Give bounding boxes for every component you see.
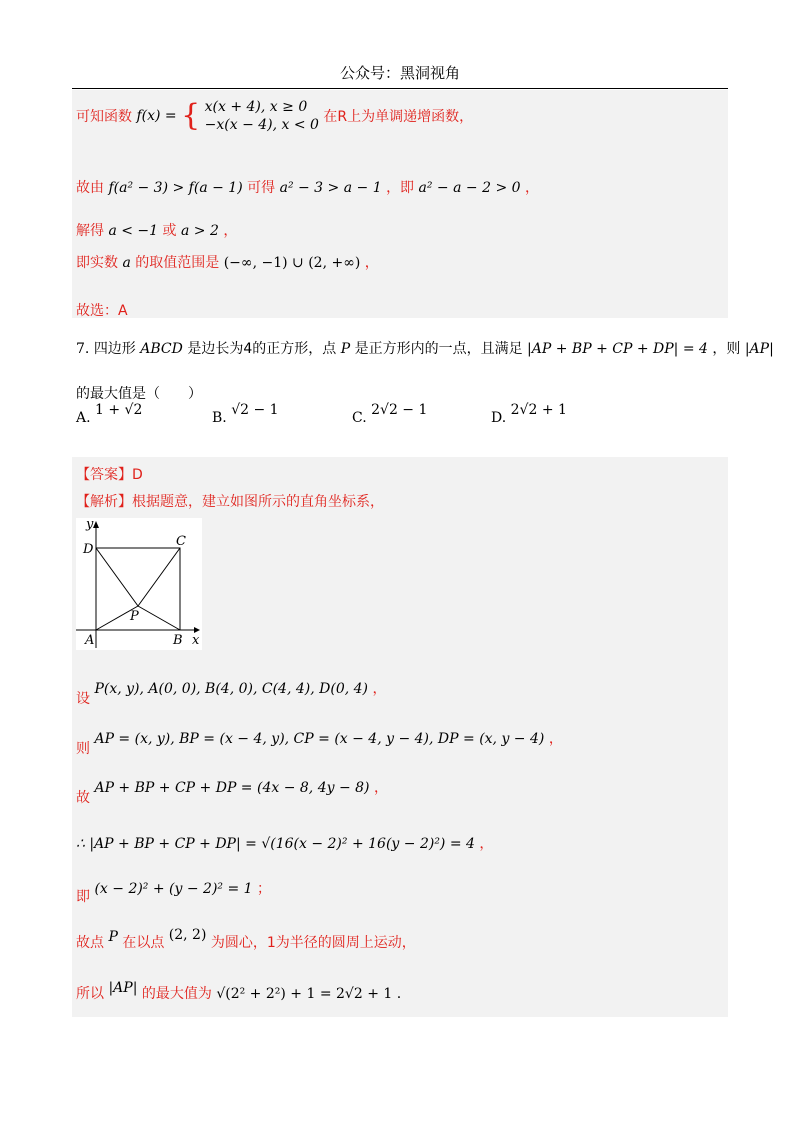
- y-axis-arrow: [93, 521, 99, 528]
- analysis-line: 【解析】根据题意，建立如图所示的直角坐标系，: [76, 494, 384, 510]
- condition-expr: |AP + BP + CP + DP| = 4: [527, 341, 708, 357]
- page-header: 公众号：黑洞视角: [339, 64, 460, 82]
- label-y: y: [86, 518, 94, 532]
- function-name: f(x) =: [136, 108, 177, 124]
- option-b[interactable]: B. √2 − 1: [212, 402, 279, 426]
- option-d[interactable]: D. 2√2 + 1: [491, 402, 567, 426]
- label-c: C: [176, 534, 186, 549]
- step-5: 即 (x − 2)² + (y − 2)² = 1 ；: [76, 881, 272, 905]
- label-p: P: [130, 609, 139, 624]
- brace-symbol: {: [181, 98, 201, 133]
- solution-line-3: 解得 a < −1 或 a > 2 ，: [76, 223, 238, 239]
- target-expr: |AP|: [744, 341, 774, 357]
- label-x: x: [192, 633, 200, 648]
- coordinate-figure: [76, 518, 202, 650]
- header-divider: [72, 88, 728, 89]
- question-number: 7.: [76, 341, 90, 357]
- solution-line-2: 故由 f(a² − 3) > f(a − 1) 可得 a² − 3 > a − 1 ，即 a² − a − 2 > 0 ，: [76, 180, 539, 196]
- step-3: 故 AP + BP + CP + DP = (4x − 8, 4y − 8) ，: [76, 780, 388, 806]
- label-d: D: [83, 542, 94, 557]
- piecewise-cases: x(x + 4), x ≥ 0 −x(x − 4), x < 0: [204, 99, 319, 133]
- option-a[interactable]: A. 1 + √2: [76, 402, 143, 426]
- step-1: 设 P(x, y), A(0, 0), B(4, 0), C(4, 4), D(0, 4) ，: [76, 681, 387, 707]
- question-text: 7. 四边形 ABCD 是边长为4的正方形，点 P 是正方形内的一点，且满足 |AP + BP + CP + DP| = 4 ，则 |AP|: [76, 341, 774, 357]
- step-7: 所以 |AP| 的最大值为 √(2² + 2²) + 1 = 2√2 + 1 .: [76, 980, 402, 1002]
- label-b: B: [173, 633, 183, 648]
- solution-line-1: 可知函数 f(x) = { x(x + 4), x ≥ 0 −x(x − 4), x < 0 在R上为单调递增函数，: [76, 98, 474, 133]
- step-6: 故点 P 在以点 (2, 2) 为圆心，1为半径的圆周上运动，: [76, 927, 416, 951]
- solution-line-5: 故选：A: [76, 303, 128, 319]
- segment-bp: [138, 606, 180, 630]
- option-c[interactable]: C. 2√2 − 1: [352, 402, 428, 426]
- step-4: ∴ |AP + BP + CP + DP| = √(16(x − 2)² + 16(y − 2)²) = 4 ，: [76, 836, 494, 852]
- segment-cp: [138, 548, 180, 606]
- answer-line: 【答案】D: [76, 467, 143, 483]
- question-text-cont: 的最大值是（ ）: [76, 386, 202, 402]
- segment-dp: [96, 548, 138, 606]
- label-a: A: [85, 633, 95, 648]
- step-2: 则 AP = (x, y), BP = (x − 4, y), CP = (x − 4, y − 4), DP = (x, y − 4) ，: [76, 731, 563, 757]
- square-diagram: [76, 518, 202, 650]
- solution-line-4: 即实数 a 的取值范围是 (−∞, −1) ∪ (2, +∞) ，: [76, 255, 379, 271]
